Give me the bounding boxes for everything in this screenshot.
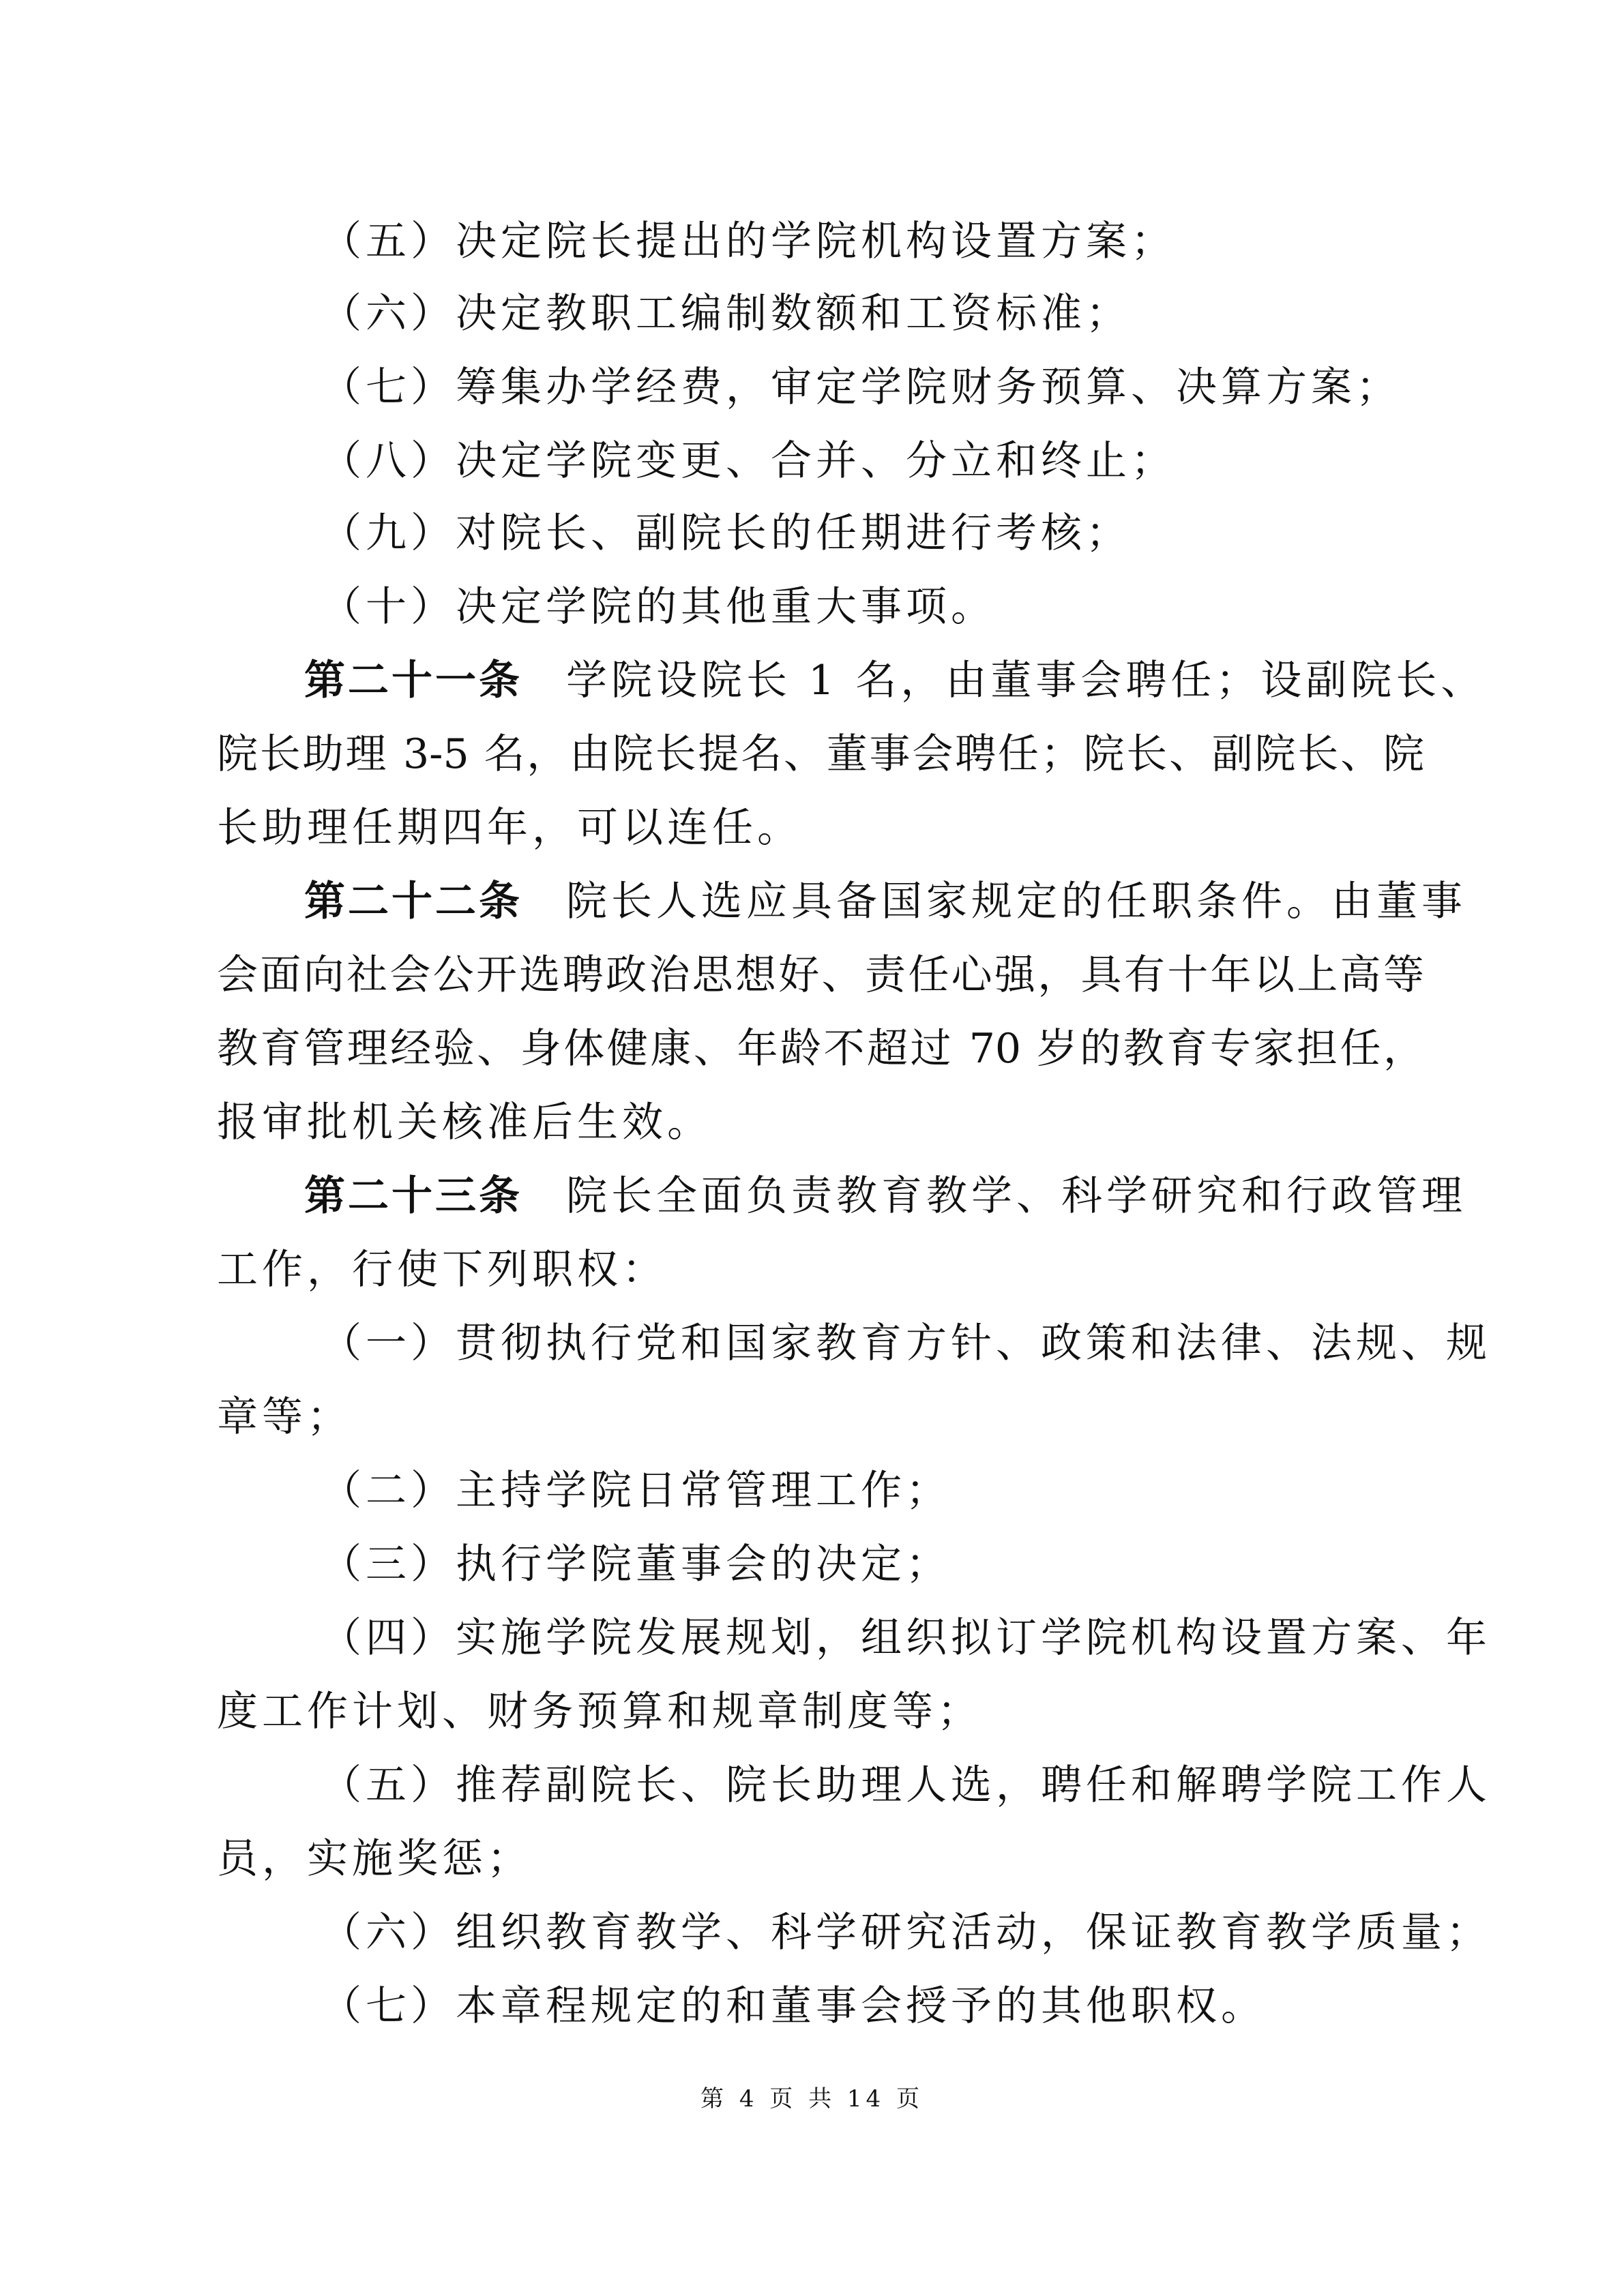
list-item: （三）执行学院董事会的决定； <box>321 1540 951 1588</box>
article-23-heading: 第二十三条 <box>304 1172 522 1220</box>
paragraph-line: 长助理任期四年，可以连任。 <box>217 804 802 852</box>
list-item: （八）决定学院变更、合并、分立和终止； <box>321 437 1176 485</box>
paragraph-line: 工作，行使下列职权： <box>217 1246 667 1294</box>
list-item: （六）决定教职工编制数额和工资标准； <box>321 290 1131 338</box>
article-22-text: 院长人选应具备国家规定的任职条件。由董事 <box>566 878 1466 925</box>
page-number-footer: 第 4 页 共 14 页 <box>700 2085 924 2113</box>
list-item: （二）主持学院日常管理工作； <box>321 1467 951 1515</box>
list-item: （七）筹集办学经费，审定学院财务预算、决算方案； <box>321 363 1401 411</box>
paragraph-line: 院长助理 3-5 名，由院长提名、董事会聘任；院长、副院长、院 <box>217 730 1424 778</box>
list-item: （五）决定院长提出的学院机构设置方案； <box>321 218 1176 265</box>
article-22-first-line <box>304 862 1511 941</box>
article-21-first-line <box>304 641 1511 720</box>
article-21-heading: 第二十一条 <box>304 657 522 704</box>
list-item: （六）组织教育教学、科学研究活动，保证教育教学质量； <box>321 1909 1491 1956</box>
paragraph-line: 教育管理经验、身体健康、年龄不超过 70 岁的教育专家担任， <box>217 1025 1424 1073</box>
paragraph-line: 员，实施奖惩； <box>217 1835 532 1883</box>
paragraph-line: 会面向社会公开选聘政治思想好、责任心强，具有十年以上高等 <box>217 951 1424 999</box>
list-item: （十）决定学院的其他重大事项。 <box>321 583 996 631</box>
article-21-text: 学院设院长 1 名，由董事会聘任；设副院长、 <box>566 657 1486 704</box>
article-22-heading: 第二十二条 <box>304 878 522 925</box>
list-item: （九）对院长、副院长的任期进行考核； <box>321 509 1131 557</box>
list-item: （一）贯彻执行党和国家教育方针、政策和法律、法规、规 <box>321 1320 1491 1367</box>
paragraph-line: 章等； <box>217 1393 352 1441</box>
list-item: （五）推荐副院长、院长助理人选，聘任和解聘学院工作人 <box>321 1761 1491 1809</box>
list-item: （四）实施学院发展规划，组织拟订学院机构设置方案、年 <box>321 1614 1491 1662</box>
article-23-first-line <box>304 1157 1511 1236</box>
paragraph-line: 度工作计划、财务预算和规章制度等； <box>217 1688 982 1735</box>
paragraph-line: 报审批机关核准后生效。 <box>217 1099 712 1146</box>
article-23-text: 院长全面负责教育教学、科学研究和行政管理 <box>566 1172 1466 1220</box>
list-item: （七）本章程规定的和董事会授予的其他职权。 <box>321 1982 1266 2030</box>
